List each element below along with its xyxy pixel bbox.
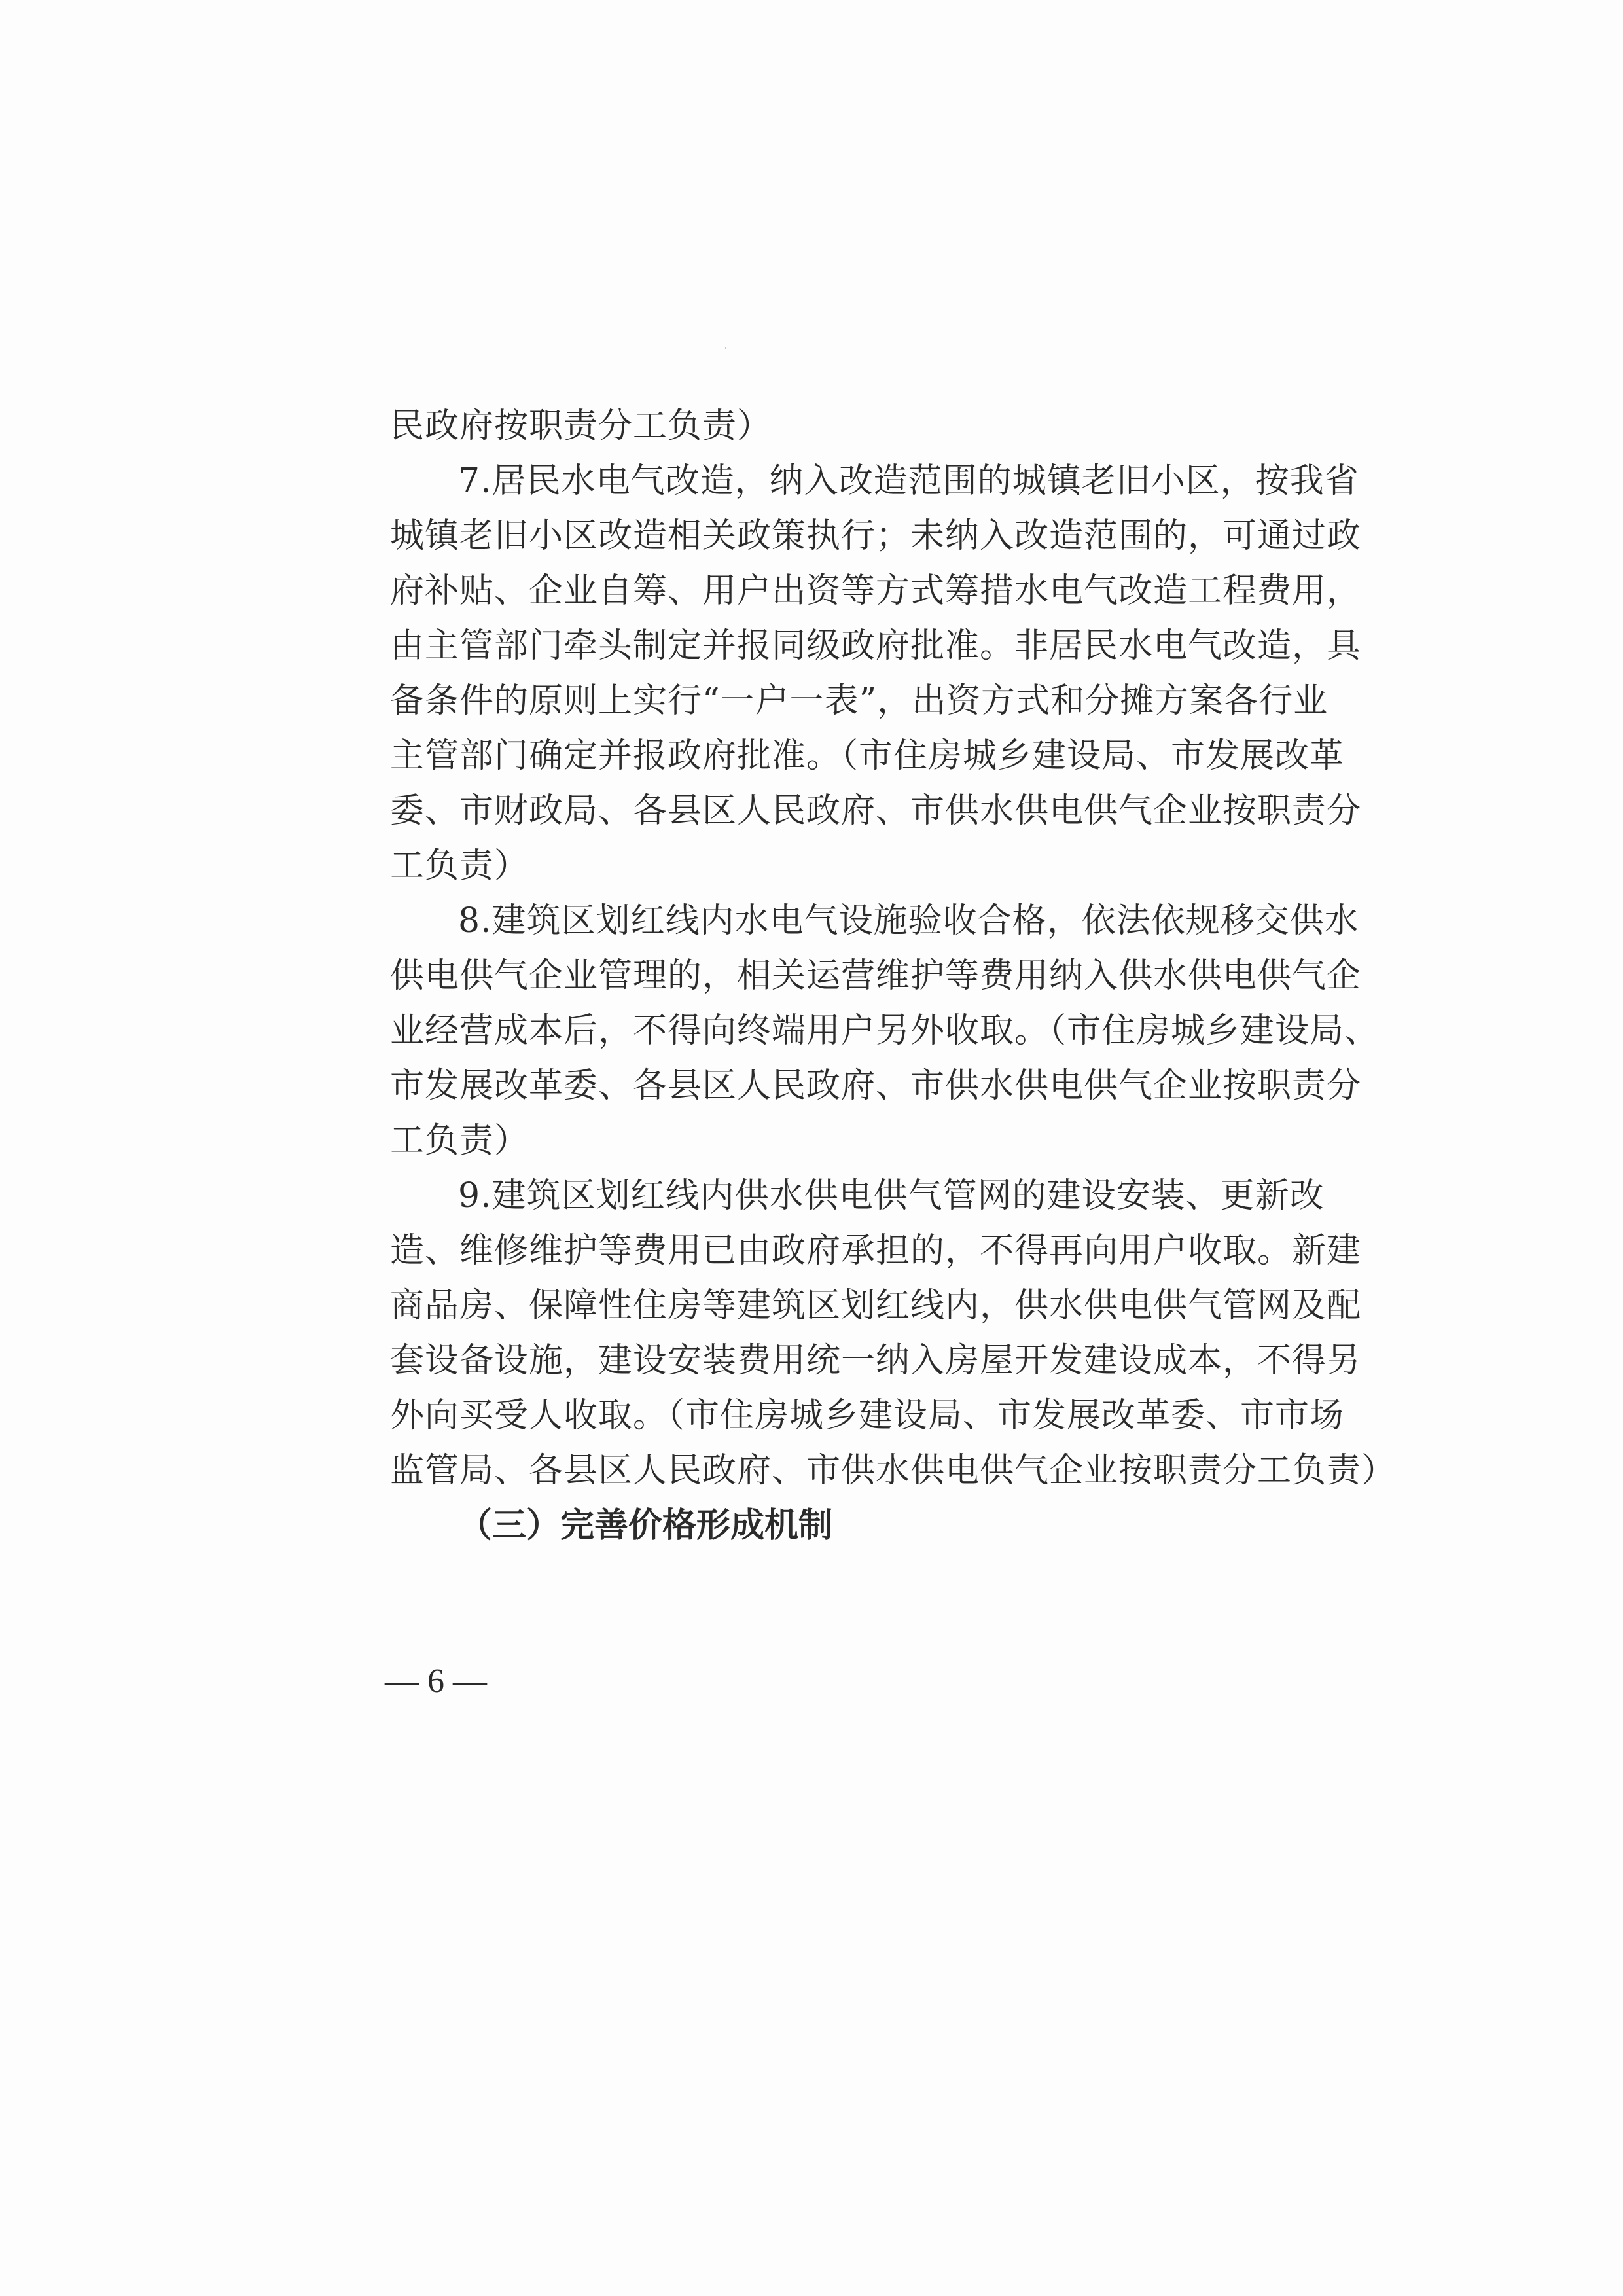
text-line-4: 府补贴、企业自筹、用户出资等方式筹措水电气改造工程费用， [390,571,1362,611]
text-line-14: 工负责） [390,1121,529,1160]
text-line-12: 业经营成本后，不得向终端用户另外收取。（市住房城乡建设局、 [390,1011,1380,1050]
text-line-2: 7.居民水电气改造，纳入改造范围的城镇老旧小区，按我省 [458,461,1359,501]
text-line-7: 主管部门确定并报政府批准。（市住房城乡建设局、市发展改革 [390,736,1345,776]
scan-speck [725,347,726,349]
section-heading: （三）完善价格形成机制 [458,1506,833,1545]
text-line-13: 市发展改革委、各县区人民政府、市供水供电供气企业按职责分 [390,1066,1362,1105]
text-line-16: 造、维修维护等费用已由政府承担的，不得再向用户收取。新建 [390,1231,1362,1270]
text-line-18: 套设备设施，建设安装费用统一纳入房屋开发建设成本，不得另 [390,1341,1362,1380]
text-line-6: 备条件的原则上实行“一户一表”，出资方式和分摊方案各行业 [390,681,1329,721]
text-line-17: 商品房、保障性住房等建筑区划红线内，供水供电供气管网及配 [390,1286,1362,1325]
text-line-1: 民政府按职责分工负责） [390,406,772,446]
text-line-3: 城镇老旧小区改造相关政策执行；未纳入改造范围的，可通过政 [390,516,1362,556]
text-line-5: 由主管部门牵头制定并报同级政府批准。非居民水电气改造，具 [390,626,1362,666]
text-line-15: 9.建筑区划红线内供水供电供气管网的建设安装、更新改 [458,1176,1325,1215]
text-line-9: 工负责） [390,846,529,886]
text-line-19: 外向买受人收取。（市住房城乡建设局、市发展改革委、市市场 [390,1396,1345,1435]
page-number: — 6 — [385,1662,487,1700]
text-line-11: 供电供气企业管理的，相关运营维护等费用纳入供水供电供气企 [390,956,1362,996]
text-line-8: 委、市财政局、各县区人民政府、市供水供电供气企业按职责分 [390,791,1362,831]
text-line-20: 监管局、各县区人民政府、市供水供电供气企业按职责分工负责） [390,1451,1397,1490]
text-line-10: 8.建筑区划红线内水电气设施验收合格，依法依规移交供水 [458,901,1359,941]
